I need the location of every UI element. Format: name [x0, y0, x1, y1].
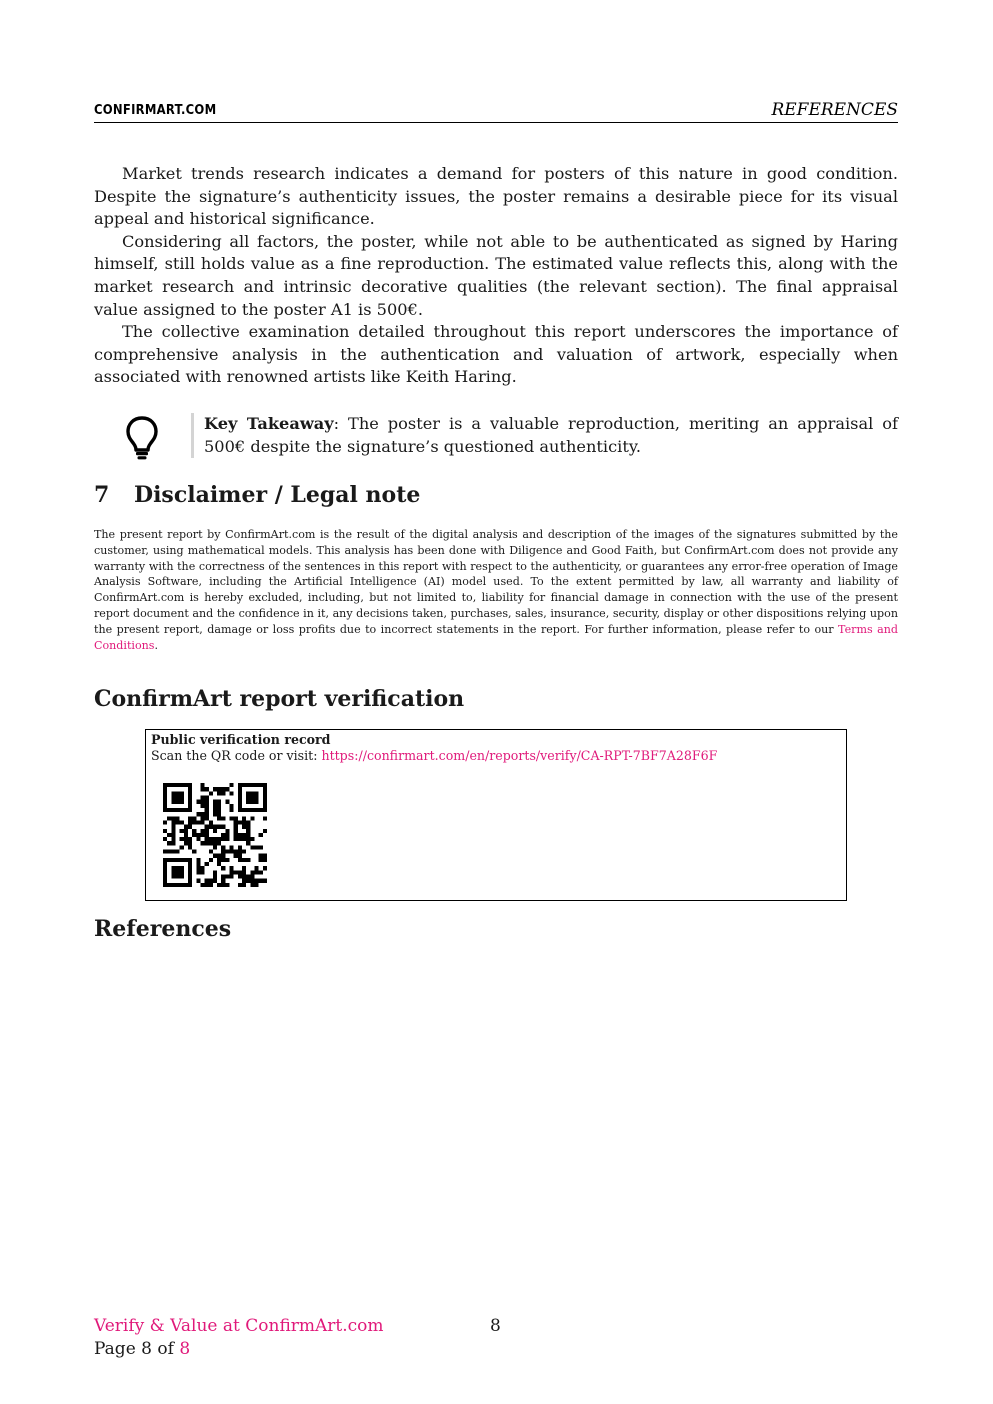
- qr-code-icon[interactable]: [163, 783, 267, 887]
- section-7-heading: [94, 482, 420, 508]
- footer-page-count: [94, 1339, 190, 1359]
- takeaway-text: [204, 412, 898, 458]
- page-total-link[interactable]: 8: [179, 1339, 191, 1359]
- footer-brand-link[interactable]: Verify & Value at ConfirmArt.com: [94, 1316, 384, 1336]
- key-takeaway-box: [94, 412, 898, 460]
- lightbulb-icon: [124, 414, 160, 460]
- verification-box: [145, 729, 847, 901]
- section-number: 7: [94, 482, 110, 508]
- verification-url-link[interactable]: https://confirmart.com/en/reports/verify/CA-RPT-7BF7A28F6F: [321, 748, 718, 763]
- terms-link[interactable]: Terms and Conditions: [94, 622, 898, 652]
- verification-scan-line: [151, 748, 717, 763]
- confirmart-logo: CONFIRMART.COM: [94, 102, 217, 118]
- conclusion-text: [94, 163, 898, 389]
- takeaway-body: : The poster is a valuable reproduction, meriting an appraisal of 500€ despite the signature’s questioned authenticity.: [204, 414, 898, 456]
- section-title: Disclaimer / Legal note: [134, 482, 421, 508]
- paragraph-collective-examination: The collective examination detailed throughout this report underscores the importance of comprehensive analysis in the authentication and valuation of artwork, especially when associated with renowned artists like Keith Haring.: [94, 322, 898, 387]
- legal-note-end: .: [154, 638, 159, 652]
- verification-heading: ConfirmArt report verification: [94, 686, 465, 712]
- footer-page-number: 8: [490, 1316, 501, 1336]
- legal-note-body: The present report by ConfirmArt.com is the result of the digital analysis and description of the images of the signatures submitted by the customer, using mathematical models. This analysis has been done with Diligence and Good Faith, but ConfirmArt.com does not provide any warranty with the correctness of the sentences in this report with respect to the authenticity, or guarantees any error-free operation of Image Analysis Software, including the Artificial Intelligence (AI) model used. To the extent permitted by law, all warranty and liability of ConfirmArt.com is hereby excluded, including, but not limited to, liability for financial damage in connection with the use of the present report document and the confidence in it, any decisions taken, purchases, sales, insurance, security, display or other dispositions relying upon the present report, damage or loss profits due to incorrect statements in the report. For further information, please refer to our: [94, 528, 898, 636]
- scan-text: Scan the QR code or visit:: [151, 748, 322, 763]
- page-header: [94, 98, 898, 123]
- takeaway-bar: [191, 413, 194, 458]
- running-head: REFERENCES: [771, 100, 898, 120]
- paragraph-market-trends: Market trends research indicates a demand for posters of this nature in good condition. Despite the signature’s authenticity issues, the poster remains a desirable piece for its visual appeal and historical significance.: [94, 164, 898, 229]
- references-heading: References: [94, 916, 232, 942]
- paragraph-considering-factors: Considering all factors, the poster, while not able to be authenticated as signed by Haring himself, still holds value as a fine reproduction. The estimated value reflects this, along with the market research and intrinsic decorative qualities (the relevant section). The final appraisal value assigned to the poster A1 is 500€.: [94, 231, 898, 319]
- verification-record-label: Public verification record: [151, 732, 331, 747]
- takeaway-label: Key Takeaway: [204, 414, 334, 433]
- legal-note: [94, 527, 898, 653]
- page-prefix: Page 8 of: [94, 1339, 180, 1359]
